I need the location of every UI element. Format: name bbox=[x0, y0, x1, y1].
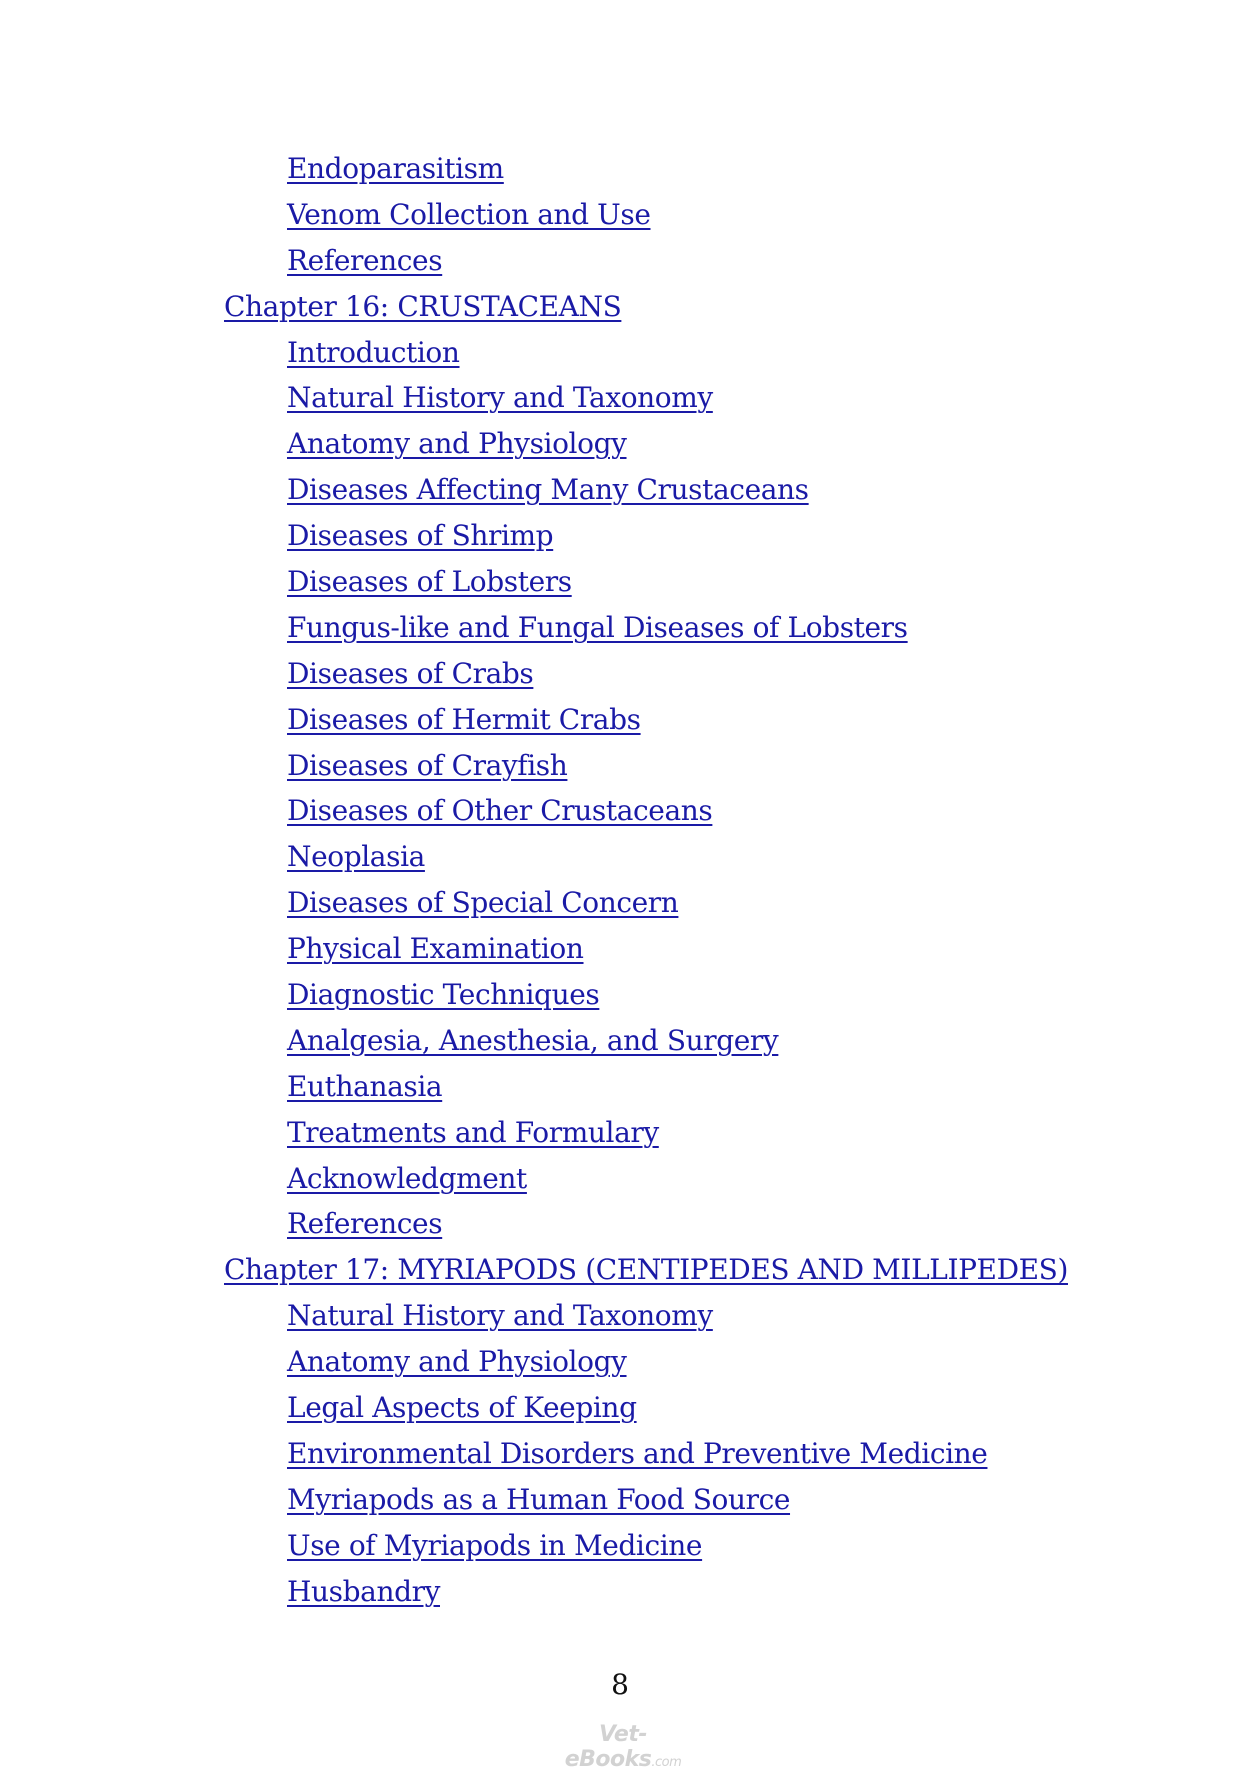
toc-section-entry bbox=[0, 651, 1240, 697]
toc-section-link[interactable]: Diseases of Crayfish bbox=[287, 748, 568, 782]
toc-section-link[interactable]: Endoparasitism bbox=[287, 152, 504, 185]
toc-section-link[interactable]: References bbox=[287, 1207, 443, 1241]
toc-section-entry bbox=[0, 1339, 1240, 1385]
toc-section-entry bbox=[0, 421, 1240, 467]
toc-section-entry bbox=[0, 1201, 1240, 1247]
toc-section-link[interactable]: Acknowledgment bbox=[287, 1161, 527, 1195]
toc-section-link[interactable]: Natural History and Taxonomy bbox=[287, 1299, 713, 1333]
toc-section-entry bbox=[0, 1018, 1240, 1064]
toc-section-entry bbox=[0, 1431, 1240, 1477]
toc-section-entry bbox=[0, 330, 1240, 376]
toc-section-link[interactable]: Diseases Affecting Many Crustaceans bbox=[287, 473, 809, 507]
toc-section-link[interactable]: Neoplasia bbox=[287, 840, 425, 874]
toc-section-entry bbox=[0, 1156, 1240, 1202]
toc-section-link[interactable]: Anatomy and Physiology bbox=[287, 1345, 627, 1379]
toc-section-entry bbox=[0, 972, 1240, 1018]
toc-section-entry bbox=[0, 697, 1240, 743]
toc-section-entry bbox=[0, 1569, 1240, 1615]
toc-section-entry bbox=[0, 1385, 1240, 1431]
toc-section-link[interactable]: Diagnostic Techniques bbox=[287, 978, 600, 1012]
toc-section-entry bbox=[0, 1064, 1240, 1110]
toc-section-entry bbox=[0, 238, 1240, 284]
toc-section-link[interactable]: Diseases of Crabs bbox=[287, 656, 534, 690]
toc-section-entry bbox=[0, 1523, 1240, 1569]
toc-section-link[interactable]: References bbox=[287, 243, 443, 277]
watermark-logo bbox=[548, 1722, 698, 1772]
toc-chapter-entry bbox=[0, 284, 1240, 330]
toc-section-link[interactable]: Treatments and Formulary bbox=[287, 1115, 659, 1149]
toc-section-link[interactable]: Myriapods as a Human Food Source bbox=[287, 1482, 791, 1516]
toc-section-link[interactable]: Diseases of Lobsters bbox=[287, 565, 572, 599]
toc-section-entry bbox=[0, 926, 1240, 972]
page-number: 8 bbox=[611, 1668, 629, 1701]
watermark-text: Vet-eBooks bbox=[564, 1722, 652, 1772]
toc-section-entry bbox=[0, 880, 1240, 926]
toc-section-link[interactable]: Euthanasia bbox=[287, 1069, 443, 1103]
toc-section-entry bbox=[0, 1110, 1240, 1156]
toc-chapter-link[interactable]: Chapter 16: CRUSTACEANS bbox=[224, 289, 622, 323]
toc-section-entry bbox=[0, 513, 1240, 559]
toc-section-link[interactable]: Analgesia, Anesthesia, and Surgery bbox=[287, 1023, 779, 1057]
watermark-suffix: .com bbox=[651, 1755, 682, 1770]
toc-section-entry bbox=[0, 1293, 1240, 1339]
toc-section-link[interactable]: Environmental Disorders and Preventive Medicine bbox=[287, 1436, 988, 1470]
toc-section-entry bbox=[0, 375, 1240, 421]
toc-section-link[interactable]: Legal Aspects of Keeping bbox=[287, 1391, 637, 1425]
toc-section-link[interactable]: Natural History and Taxonomy bbox=[287, 381, 713, 415]
toc-section-entry bbox=[0, 192, 1240, 238]
table-of-contents bbox=[0, 146, 1240, 1615]
toc-section-link[interactable]: Diseases of Shrimp bbox=[287, 519, 554, 553]
toc-section-link[interactable]: Use of Myriapods in Medicine bbox=[287, 1528, 703, 1562]
toc-section-link[interactable]: Diseases of Hermit Crabs bbox=[287, 702, 641, 736]
toc-section-entry bbox=[0, 605, 1240, 651]
toc-section-link[interactable]: Diseases of Other Crustaceans bbox=[287, 794, 713, 828]
toc-section-link[interactable]: Anatomy and Physiology bbox=[287, 427, 627, 461]
toc-section-entry bbox=[0, 834, 1240, 880]
toc-chapter-entry bbox=[0, 1247, 1240, 1293]
toc-section-link[interactable]: Introduction bbox=[287, 335, 460, 369]
toc-section-entry bbox=[0, 743, 1240, 789]
toc-section-link[interactable]: Venom Collection and Use bbox=[287, 197, 651, 231]
toc-section-entry bbox=[0, 559, 1240, 605]
toc-section-entry bbox=[0, 1477, 1240, 1523]
toc-section-link[interactable]: Fungus-like and Fungal Diseases of Lobsters bbox=[287, 610, 908, 644]
toc-section-link[interactable]: Physical Examination bbox=[287, 932, 584, 966]
toc-section-link[interactable]: Husbandry bbox=[287, 1574, 440, 1608]
toc-section-entry bbox=[0, 146, 1240, 192]
toc-section-link[interactable]: Diseases of Special Concern bbox=[287, 886, 679, 920]
toc-section-entry bbox=[0, 788, 1240, 834]
toc-section-entry bbox=[0, 467, 1240, 513]
toc-chapter-link[interactable]: Chapter 17: MYRIAPODS (CENTIPEDES AND MILLIPEDES) bbox=[224, 1253, 1068, 1287]
